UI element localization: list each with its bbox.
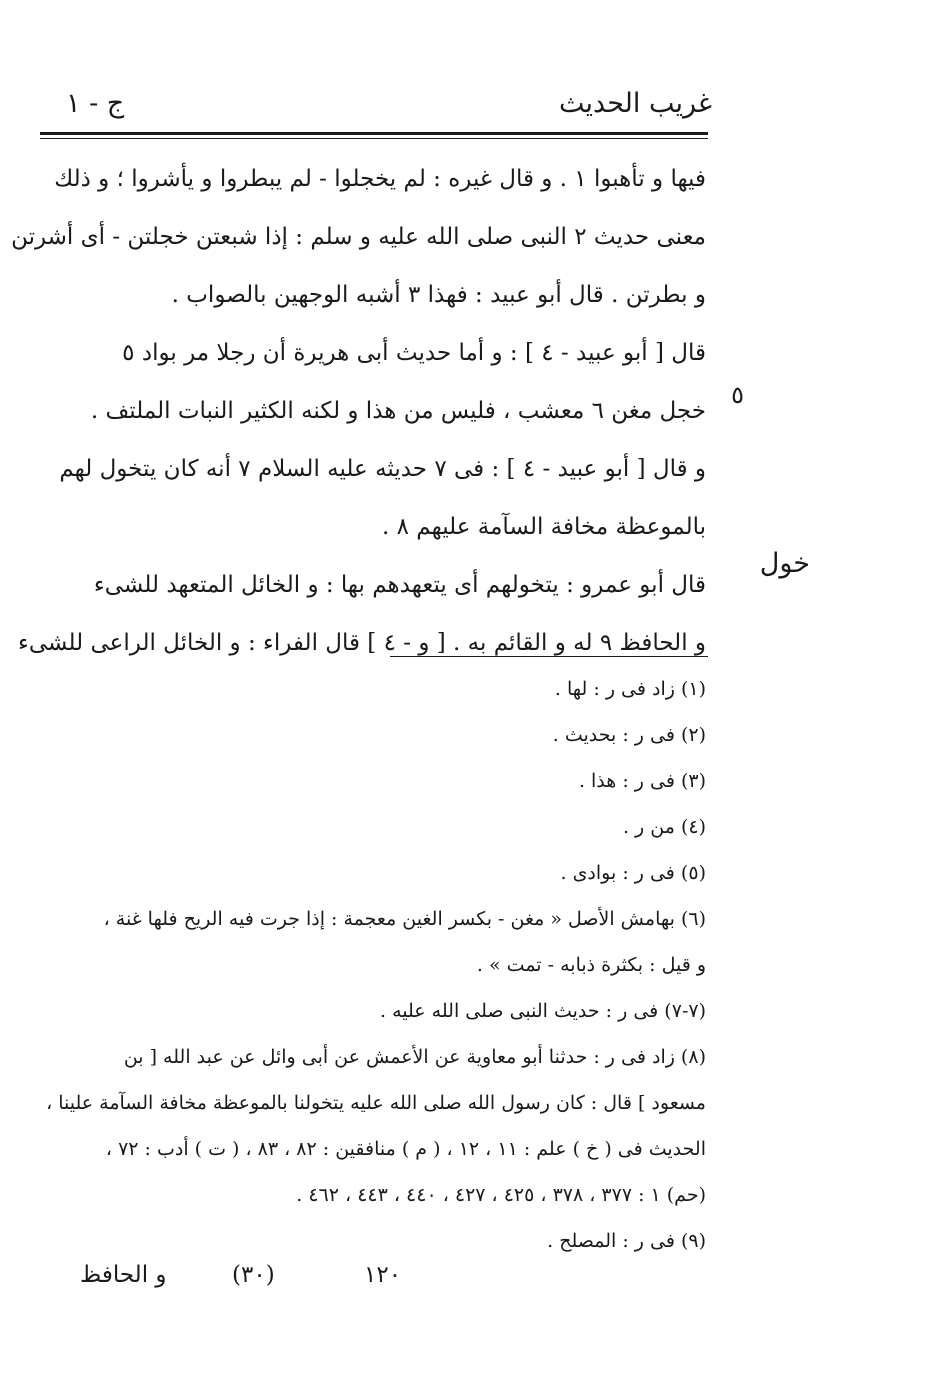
volume-label: ج - ١ [66, 88, 125, 119]
footnote-6-cont: و قيل : بكثرة ذبابه - تمت » . [476, 954, 706, 976]
text-line-1: فيها و تأهبوا ١ . و قال غيره : لم يخجلوا - لم يبطروا و يأشروا ؛ و ذلك [54, 166, 706, 192]
footnote-1: (١) زاد فى ر : لها . [554, 678, 706, 700]
text-line-2: معنى حديث ٢ النبى صلى الله عليه و سلم : إذا شبعتن خجلتن - أى أشرتن [11, 224, 706, 250]
text-line-9: و الحافظ ٩ له و القائم به . [ و - ٤ ] قال الفراء : و الخائل الراعى للشىء [18, 630, 706, 656]
header-rule-thick [40, 132, 708, 135]
footnote-2: (٢) فى ر : بحديث . [552, 724, 706, 746]
page-footer [0, 1262, 944, 1302]
footnote-8-cont-3: (حم) ١ : ٣٧٧ ، ٣٧٨ ، ٤٢٥ ، ٤٢٧ ، ٤٤٠ ، ٤٤٣ ، ٤٦٢ . [296, 1184, 706, 1206]
text-line-5: خجل مغن ٦ معشب ، فليس من هذا و لكنه الكثير النبات الملتف . [90, 398, 706, 424]
page-number: ١٢٠ [364, 1262, 402, 1288]
text-line-4: قال [ أبو عبيد - ٤ ] : و أما حديث أبى هريرة أن رجلا مر بواد ٥ [122, 340, 706, 366]
footnote-9: (٩) فى ر : المصلح . [547, 1230, 706, 1252]
footnote-separator [390, 656, 708, 657]
footnote-8: (٨) زاد فى ر : حدثنا أبو معاوية عن الأعمش عن أبى وائل عن عبد الله [ بن [123, 1046, 706, 1068]
footnote-4: (٤) من ر . [622, 816, 706, 838]
margin-keyword: خول [759, 548, 810, 579]
footnote-5: (٥) فى ر : بوادى . [560, 862, 706, 884]
text-line-7: بالموعظة مخافة السآمة عليهم ٨ . [381, 514, 706, 540]
main-text [11, 150, 706, 672]
footnote-7: (٧-٧) فى ر : حديث النبى صلى الله عليه . [380, 1000, 706, 1022]
footnote-8-cont-1: مسعود ] قال : كان رسول الله صلى الله عليه يتخولنا بالموعظة مخافة السآمة علينا ، [46, 1092, 706, 1114]
footnote-8-cont-2: الحديث فى ( خ ) علم : ١١ ، ١٢ ، ( م ) منافقين : ٨٢ ، ٨٣ ، ( ت ) أدب : ٧٢ ، [105, 1138, 706, 1160]
header-rule-thin [40, 138, 708, 139]
book-title: غريب الحديث [559, 88, 712, 119]
footnotes [46, 666, 706, 1264]
running-header [40, 88, 712, 128]
footnote-3: (٣) فى ر : هذا . [578, 770, 706, 792]
text-line-8: قال أبو عمرو : يتخولهم أى يتعهدهم بها : و الخائل المتعهد للشىء [93, 572, 706, 598]
signature-mark: (٣٠) [232, 1262, 275, 1288]
text-line-6: و قال [ أبو عبيد - ٤ ] : فى ٧ حديثه عليه السلام ٧ أنه كان يتخول لهم [59, 456, 706, 482]
text-line-3: و بطرتن . قال أبو عبيد : فهذا ٣ أشبه الوجهين بالصواب . [171, 282, 706, 308]
footnote-6: (٦) بهامش الأصل « مغن - بكسر الغين معجمة : إذا جرت فيه الريح فلها غنة ، [103, 908, 706, 930]
line-number-marker: ٥ [731, 381, 744, 409]
catchword: و الحافظ [80, 1262, 167, 1288]
